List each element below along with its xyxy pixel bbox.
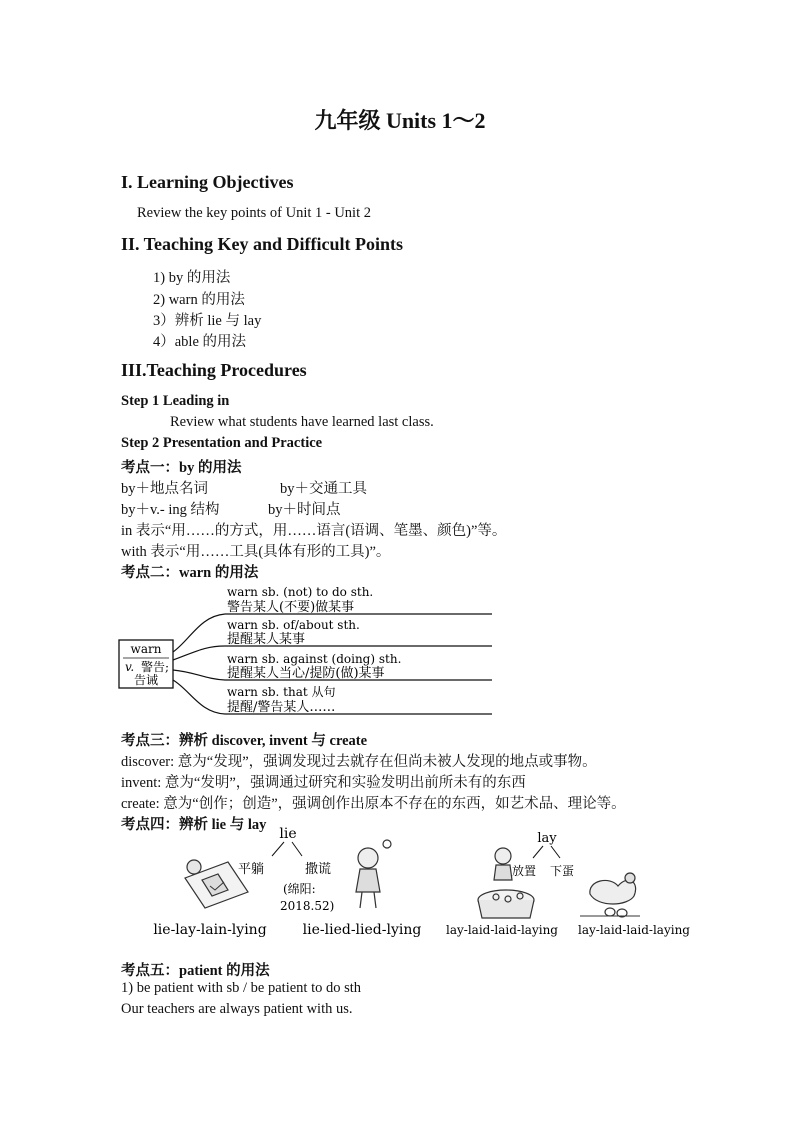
- warn-center-meaning2: 告诫: [133, 673, 159, 687]
- k3-line: discover: 意为“发现”，强调发现过去就存在但尚未被人发现的地点或事物。: [121, 754, 597, 770]
- warn-branch-en: warn sb. of/about sth.: [227, 618, 360, 632]
- warn-branch-en: warn sb. (not) to do sth.: [227, 585, 374, 599]
- k1-row2a: by＋v.- ing 结构: [121, 502, 220, 518]
- lying-boy-icon: [356, 840, 391, 908]
- k1-line3: in 表示“用……的方式，用……语言(语调、笔墨、颜色)”等。: [121, 523, 507, 539]
- k3-line: create: 意为“创作；创造”，强调创作出原本不存在的东西，如艺术品、理论等。: [121, 796, 626, 812]
- page-title: 九年级 Units 1～2: [314, 108, 486, 133]
- lie-note-line1: (绵阳:: [283, 882, 316, 896]
- warn-branch-cn: 提醒某人当心/提防(做)某事: [227, 666, 385, 681]
- warn-branch-cn: 提醒某人某事: [227, 632, 306, 647]
- k1-line4: with 表示“用……工具(具体有形的工具)”。: [121, 544, 391, 560]
- k2-title: 考点二：warn 的用法: [121, 565, 259, 581]
- k3-title: 考点三：辨析 discover, invent 与 create: [121, 733, 368, 749]
- key-point-item: 1) by 的用法: [153, 270, 231, 286]
- step2-title: Step 2 Presentation and Practice: [121, 435, 323, 451]
- objectives-text: Review the key points of Unit 1 - Unit 2: [137, 205, 371, 221]
- lie-meaning-lie-down: 平躺: [238, 862, 265, 877]
- warn-usage-diagram: [115, 580, 500, 722]
- k5-title: 考点五：patient 的用法: [121, 963, 270, 979]
- lie-meaning-tell-lie: 撒谎: [305, 862, 332, 877]
- warn-center-word: warn: [130, 642, 162, 656]
- step1-text: Review what students have learned last class.: [170, 414, 434, 430]
- k1-row1b: by＋交通工具: [280, 481, 367, 497]
- warn-branch-en: warn sb. against (doing) sth.: [227, 652, 402, 666]
- k1-title: 考点一：by 的用法: [121, 460, 242, 476]
- hen-icon: [580, 873, 640, 917]
- lie-forms-lie-down: lie-lay-lain-lying: [153, 922, 267, 938]
- warn-branch-cn: 提醒/警告某人……: [227, 700, 336, 715]
- lie-note-line2: 2018.52): [280, 899, 335, 913]
- key-point-item: 4）able 的用法: [153, 334, 247, 350]
- lie-forms-tell-lie: lie-lied-lied-lying: [302, 922, 422, 938]
- lie-lay-illustration: [140, 822, 700, 942]
- k1-row1a: by＋地点名词: [121, 481, 208, 497]
- k1-row2b: by＋时间点: [268, 502, 341, 518]
- key-point-item: 3）辨析 lie 与 lay: [153, 313, 262, 329]
- warn-center-pos: v.: [125, 660, 135, 674]
- key-point-item: 2) warn 的用法: [153, 292, 245, 308]
- lay-forms: lay-laid-laid-laying: [446, 923, 558, 937]
- k5-line2: Our teachers are always patient with us.: [121, 1001, 353, 1017]
- section-heading-procedures: III.Teaching Procedures: [121, 360, 307, 380]
- warn-branch-cn: 警告某人(不要)做某事: [227, 600, 355, 615]
- k3-line: invent: 意为“发明”，强调通过研究和实验发明出前所未有的东西: [121, 775, 526, 791]
- lie-word: lie: [279, 826, 297, 842]
- lay-forms: lay-laid-laid-laying: [578, 923, 690, 937]
- lay-meaning-put: 放置: [512, 864, 537, 878]
- section-heading-key-points: II. Teaching Key and Difficult Points: [121, 234, 404, 254]
- k4-title: 考点四：辨析 lie 与 lay: [121, 817, 267, 833]
- section-heading-objectives: I. Learning Objectives: [121, 172, 294, 192]
- k5-line1: 1) be patient with sb / be patient to do sth: [121, 980, 362, 996]
- lay-word: lay: [537, 831, 557, 846]
- lay-meaning-lay-egg: 下蛋: [550, 864, 575, 878]
- table-setting-icon: [478, 848, 537, 918]
- warn-branch-en: warn sb. that 从句: [227, 685, 336, 699]
- step1-title: Step 1 Leading in: [121, 393, 230, 409]
- warn-center-meaning1: 警告;: [141, 660, 170, 674]
